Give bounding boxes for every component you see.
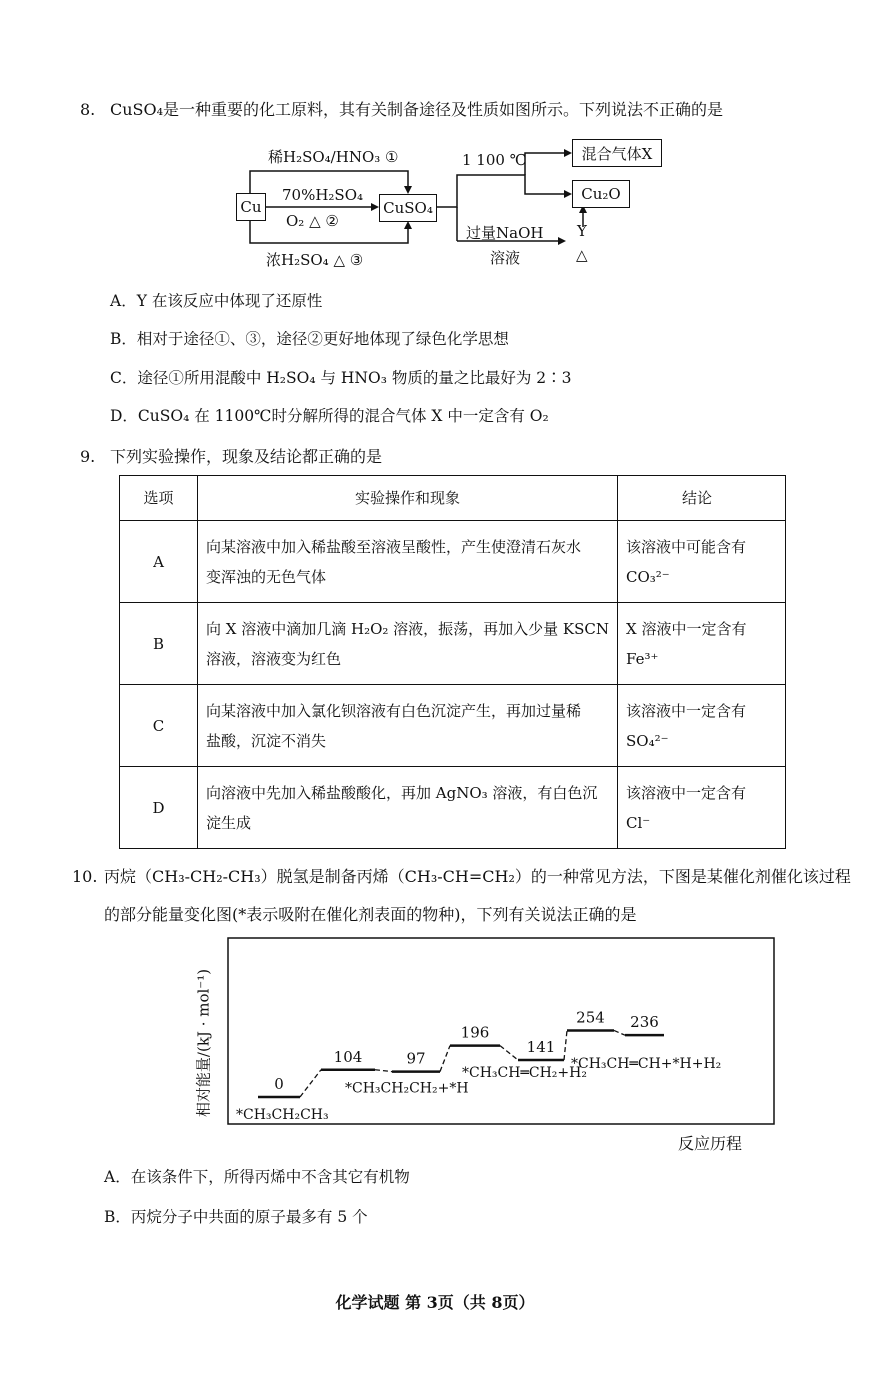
species-label: *CH₃CH₂CH₂+*H bbox=[345, 1080, 469, 1097]
conclusion-ion: SO₄²⁻ bbox=[626, 731, 669, 750]
q8-stem: CuSO₄是一种重要的化工原料，其有关制备途径及性质如图所示。下列说法不正确的是 bbox=[110, 100, 724, 119]
transition-connector bbox=[614, 1030, 625, 1035]
q9-number: 9. bbox=[80, 447, 96, 466]
transition-connector bbox=[564, 1030, 567, 1060]
header-conclusion: 结论 bbox=[618, 476, 786, 521]
operation-line: 溶液，溶液变为红色 bbox=[206, 649, 342, 668]
species-label: *CH₃CH═CH+*H+H₂ bbox=[571, 1056, 722, 1073]
naoh-label-top: 过量NaOH bbox=[466, 224, 544, 242]
mixed-gas-x-box: 混合气体X bbox=[572, 139, 662, 167]
cu2o-box: Cu₂O bbox=[572, 180, 630, 208]
q10-option-b: B．丙烷分子中共面的原子最多有 5 个 bbox=[104, 1208, 368, 1226]
route3-label: 浓H₂SO₄ △ ③ bbox=[266, 251, 364, 269]
y-heat-label: △ bbox=[576, 246, 588, 264]
row-option: B bbox=[120, 603, 198, 685]
operation-line: 向某溶液中加入氯化钡溶液有白色沉淀产生，再加过量稀 bbox=[206, 701, 582, 720]
conclusion-ion: Cl⁻ bbox=[626, 813, 651, 832]
q10-stem-line2: 的部分能量变化图(*表示吸附在催化剂表面的物种)，下列有关说法正确的是 bbox=[104, 905, 637, 924]
page-footer: 化学试题 第 3页（共 8页） bbox=[335, 1293, 535, 1312]
operation-line: 向某溶液中加入稀盐酸至溶液呈酸性，产生使澄清石灰水 bbox=[206, 537, 582, 556]
header-operation: 实验操作和现象 bbox=[198, 476, 618, 521]
row-option: C bbox=[120, 685, 198, 767]
y-label: Y bbox=[577, 222, 587, 240]
transition-connector bbox=[300, 1070, 321, 1097]
conclusion-line: X 溶液中一定含有 bbox=[626, 619, 747, 638]
q8-option-a: A．Y 在该反应中体现了还原性 bbox=[110, 292, 323, 310]
cuso4-box: CuSO₄ bbox=[379, 194, 437, 222]
species-label: *CH₃CH═CH₂+H₂ bbox=[462, 1065, 587, 1082]
energy-value-label: 141 bbox=[526, 1038, 556, 1057]
cu-box: Cu bbox=[236, 193, 266, 221]
q8-option-b: B．相对于途径①、③，途径②更好地体现了绿色化学思想 bbox=[110, 330, 509, 348]
q8-number: 8. bbox=[80, 100, 96, 119]
q8-option-d: D．CuSO₄ 在 1100℃时分解所得的混合气体 X 中一定含有 O₂ bbox=[110, 407, 549, 425]
q10-number: 10. bbox=[72, 867, 98, 886]
operation-line: 向溶液中先加入稀盐酸酸化，再加 AgNO₃ 溶液，有白色沉 bbox=[206, 783, 598, 802]
energy-value-label: 104 bbox=[333, 1047, 363, 1066]
row-option: A bbox=[120, 521, 198, 603]
conclusion-line: 该溶液中一定含有 bbox=[626, 783, 747, 802]
route2-label-top: 70%H₂SO₄ bbox=[282, 186, 364, 204]
heat-1100-label: 1 100 ℃ bbox=[462, 151, 527, 169]
operation-line: 淀生成 bbox=[206, 813, 252, 832]
q10-option-a: A．在该条件下，所得丙烯中不含其它有机物 bbox=[104, 1168, 410, 1186]
reaction-coordinate-label: 反应历程 bbox=[678, 1134, 743, 1153]
energy-value-label: 236 bbox=[630, 1013, 659, 1032]
transition-connector bbox=[375, 1070, 392, 1072]
transition-connector bbox=[440, 1046, 450, 1072]
header-option: 选项 bbox=[120, 476, 198, 521]
naoh-label-bottom: 溶液 bbox=[490, 249, 521, 267]
energy-axis-label-text: 相对能量/(kJ · mol⁻¹) bbox=[194, 968, 213, 1118]
route2-label-bottom: O₂ △ ② bbox=[286, 212, 339, 230]
route1-label: 稀H₂SO₄/HNO₃ ① bbox=[268, 148, 399, 166]
transition-connector bbox=[500, 1046, 518, 1060]
conclusion-line: 该溶液中一定含有 bbox=[626, 701, 747, 720]
chart-frame bbox=[228, 938, 774, 1124]
conclusion-ion: CO₃²⁻ bbox=[626, 567, 670, 586]
conclusion-line: 该溶液中可能含有 bbox=[626, 537, 747, 556]
conclusion-ion: Fe³⁺ bbox=[626, 649, 659, 668]
operation-line: 向 X 溶液中滴加几滴 H₂O₂ 溶液，振荡，再加入少量 KSCN bbox=[206, 619, 610, 638]
row-option: D bbox=[120, 767, 198, 849]
energy-value-label: 0 bbox=[274, 1075, 284, 1093]
q8-option-c: C．途径①所用混酸中 H₂SO₄ 与 HNO₃ 物质的量之比最好为 2∶3 bbox=[110, 369, 572, 387]
operation-line: 变浑浊的无色气体 bbox=[206, 567, 327, 586]
energy-value-label: 97 bbox=[406, 1049, 426, 1068]
energy-value-label: 254 bbox=[576, 1008, 605, 1027]
operation-line: 盐酸，沉淀不消失 bbox=[206, 731, 327, 750]
q10-stem-line1: 丙烷（CH₃-CH₂-CH₃）脱氢是制备丙烯（CH₃-CH=CH₂）的一种常见方法，下图是某催化剂催化该过程 bbox=[104, 867, 851, 886]
q9-stem: 下列实验操作，现象及结论都正确的是 bbox=[110, 447, 383, 466]
species-label: *CH₃CH₂CH₃ bbox=[236, 1107, 329, 1123]
energy-value-label: 196 bbox=[460, 1023, 490, 1042]
